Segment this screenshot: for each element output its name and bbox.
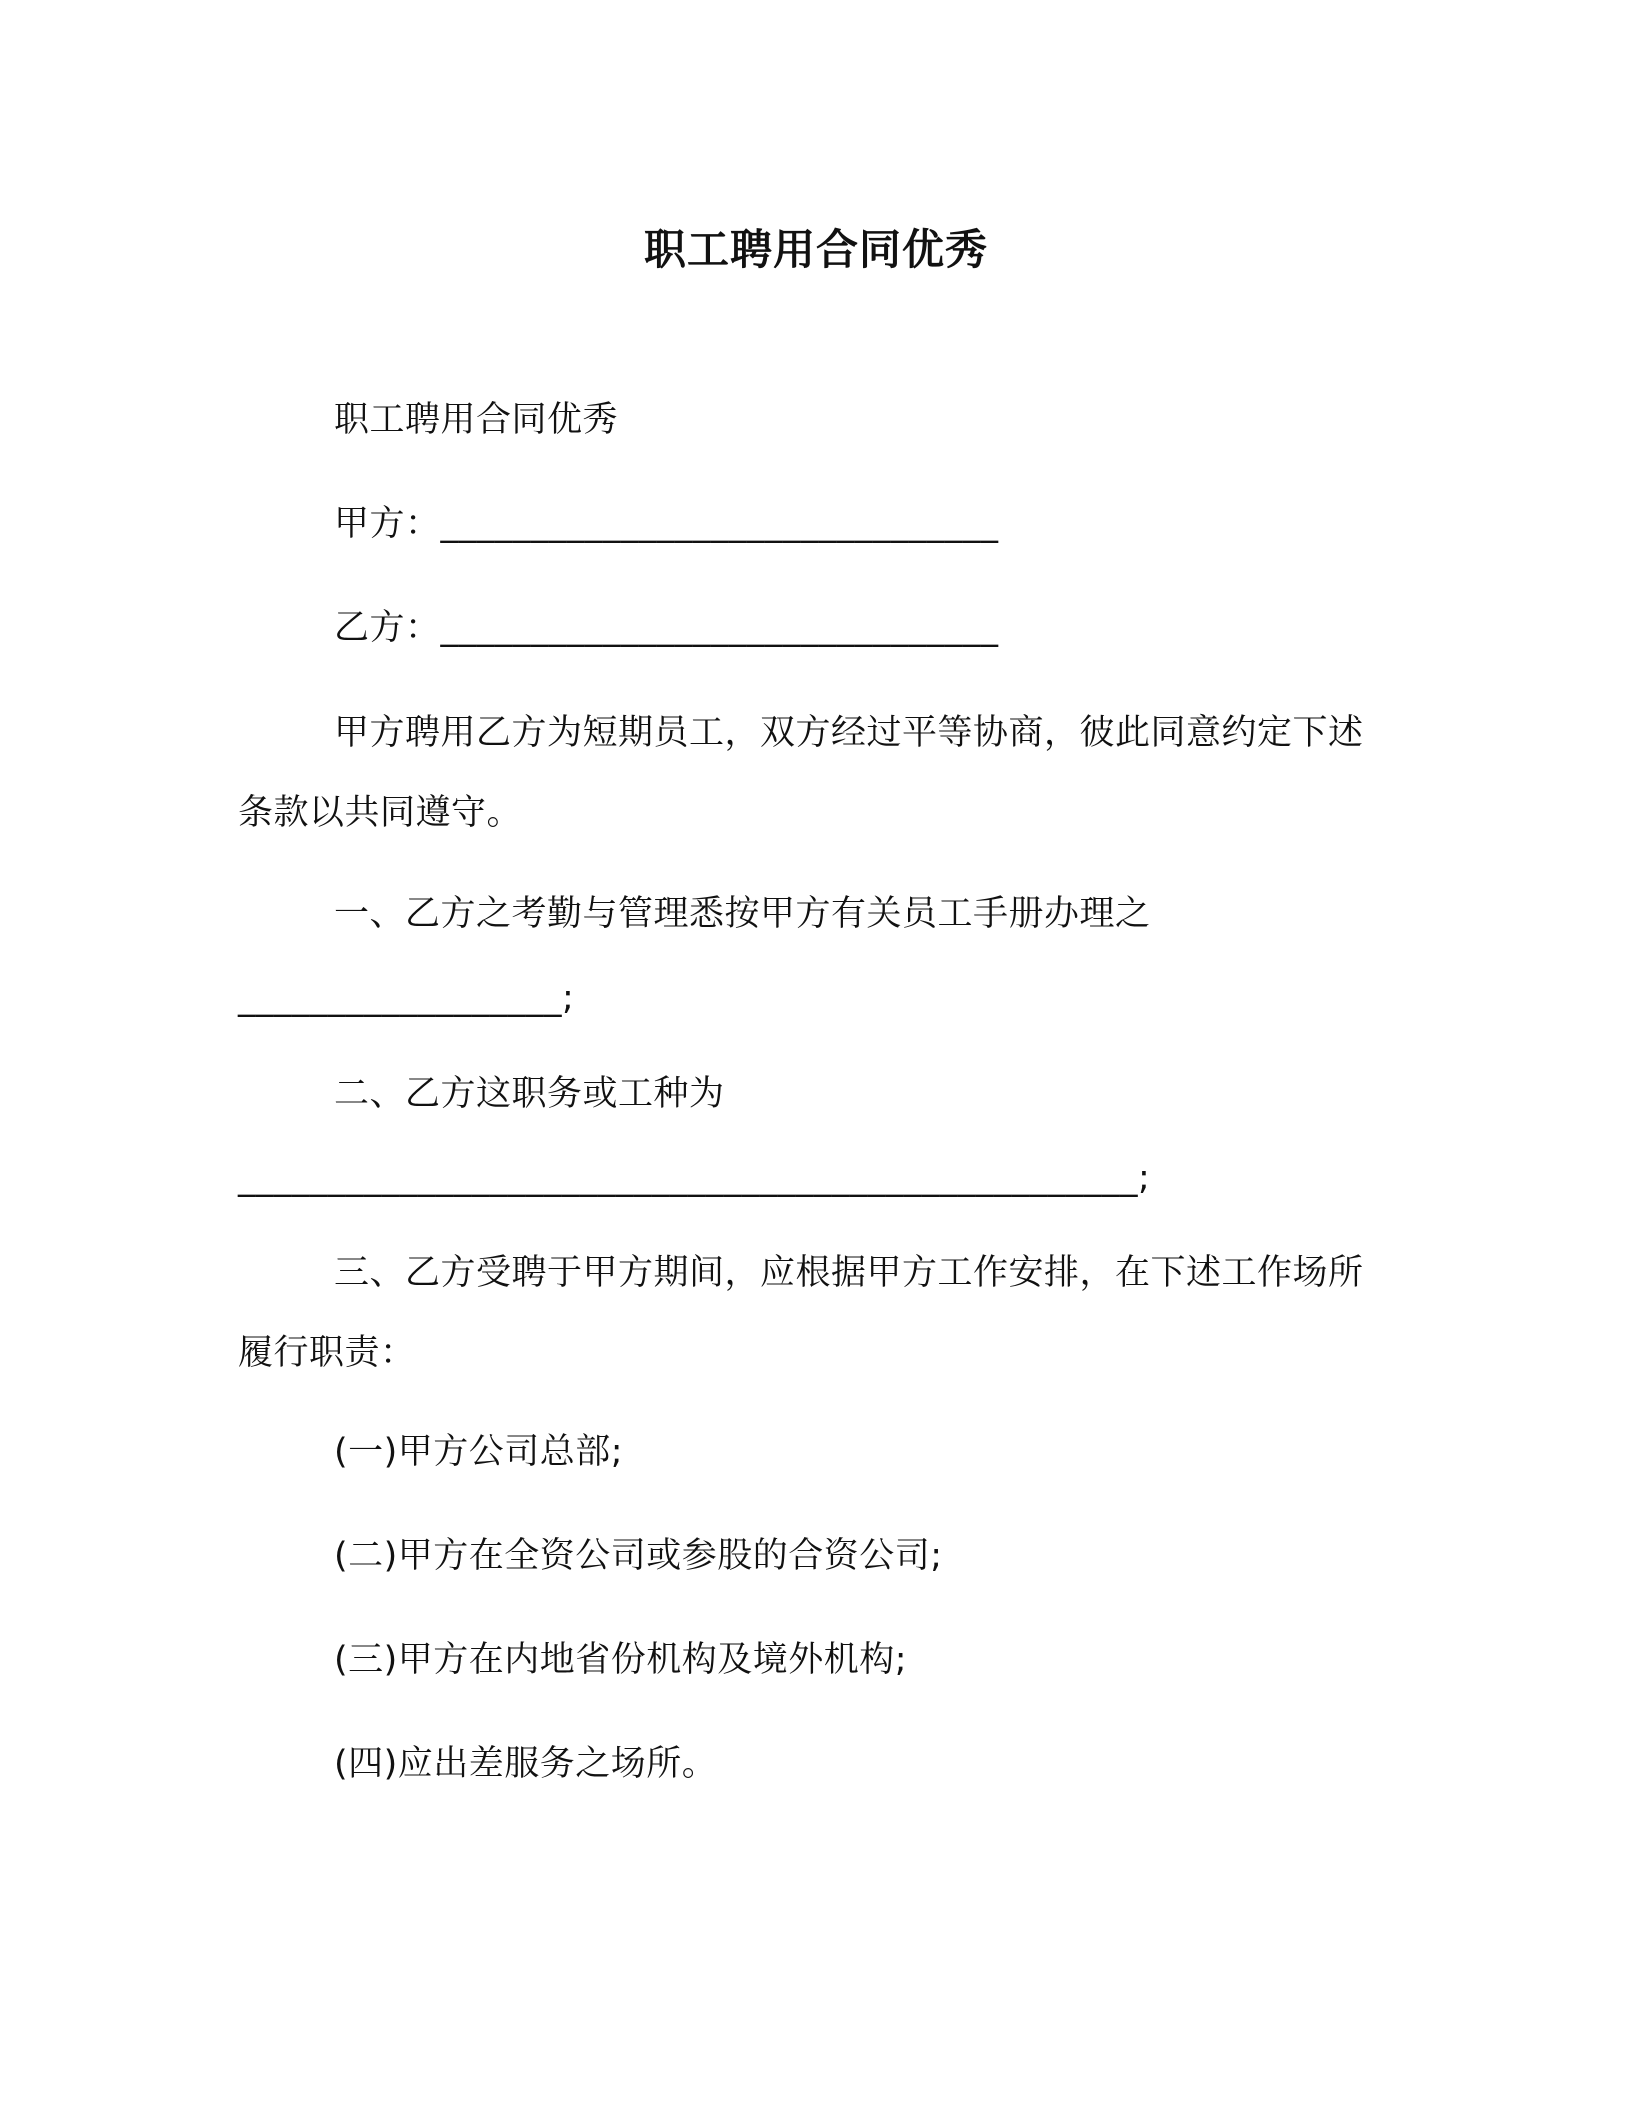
list-item-4: (四)应出差服务之场所。 — [334, 1744, 718, 1784]
list-item-3: (三)甲方在内地省份机构及境外机构; — [334, 1640, 908, 1680]
clause-1: 一、乙方之考勤与管理悉按甲方有关员工手册办理之 — [334, 894, 1151, 934]
list-item-1: (一)甲方公司总部; — [334, 1432, 624, 1472]
list-item-2: (二)甲方在全资公司或参股的合资公司; — [334, 1536, 943, 1576]
intro-paragraph: 甲方聘用乙方为短期员工，双方经过平等协商，彼此同意约定下述条款以共同遵守。 — [238, 713, 1364, 833]
clause-3: 三、乙方受聘于甲方期间，应根据甲方工作安排，在下述工作场所履行职责： — [238, 1253, 1364, 1373]
party-b-line: 乙方：_______________________________ — [334, 608, 999, 648]
document-subtitle: 职工聘用合同优秀 — [334, 400, 619, 440]
clause-2-blank: __________________________________________________; — [238, 1158, 1151, 1198]
clause-1-blank: __________________; — [238, 978, 575, 1018]
clause-2: 二、乙方这职务或工种为 — [334, 1074, 725, 1114]
document-title: 职工聘用合同优秀 — [643, 225, 988, 274]
party-a-line: 甲方：_______________________________ — [334, 504, 999, 544]
